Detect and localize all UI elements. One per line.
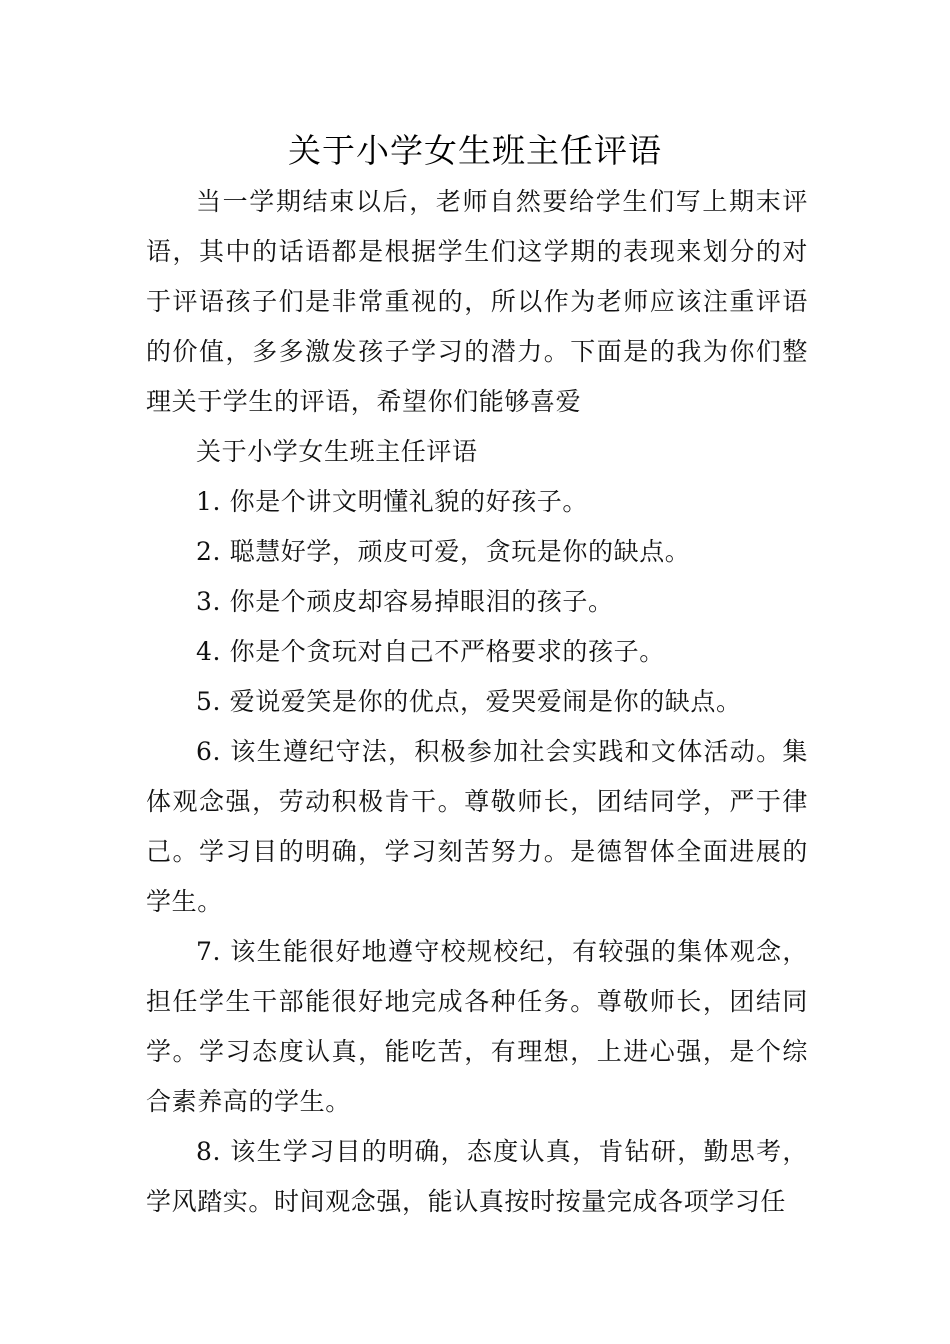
comment-item-3: 3. 你是个顽皮却容易掉眼泪的孩子。	[196, 587, 614, 616]
intro-paragraph: 当一学期结束以后，老师自然要给学生们写上期末评语，其中的话语都是根据学生们这学期的表现来划分的对于评语孩子们是非常重视的，所以作为老师应该注重评语的价值，多多激发孩子学习的潜力。下面是的我为你们整理关于学生的评语，希望你们能够喜爱	[146, 187, 808, 416]
section-heading: 关于小学女生班主任评语	[196, 437, 478, 466]
comment-item-7: 7. 该生能很好地遵守校规校纪，有较强的集体观念，担任学生干部能很好地完成各种任务。尊敬师长，团结同学。学习态度认真，能吃苦，有理想，上进心强，是个综合素养高的学生。	[146, 937, 808, 1116]
document-title: 关于小学女生班主任评语	[288, 131, 662, 170]
comment-item-6: 6. 该生遵纪守法，积极参加社会实践和文体活动。集体观念强，劳动积极肯干。尊敬师长，团结同学，严于律己。学习目的明确，学习刻苦努力。是德智体全面进展的学生。	[146, 737, 808, 916]
comment-item-2: 2. 聪慧好学，顽皮可爱，贪玩是你的缺点。	[196, 537, 691, 566]
comment-item-1: 1. 你是个讲文明懂礼貌的好孩子。	[196, 487, 589, 516]
comment-item-5: 5. 爱说爱笑是你的优点，爱哭爱闹是你的缺点。	[196, 687, 742, 716]
comment-item-8: 8. 该生学习目的明确，态度认真，肯钻研，勤思考，学风踏实。时间观念强，能认真按时按量完成各项学习任	[146, 1137, 808, 1216]
document-body	[146, 177, 808, 1227]
comment-item-4: 4. 你是个贪玩对自己不严格要求的孩子。	[196, 637, 665, 666]
